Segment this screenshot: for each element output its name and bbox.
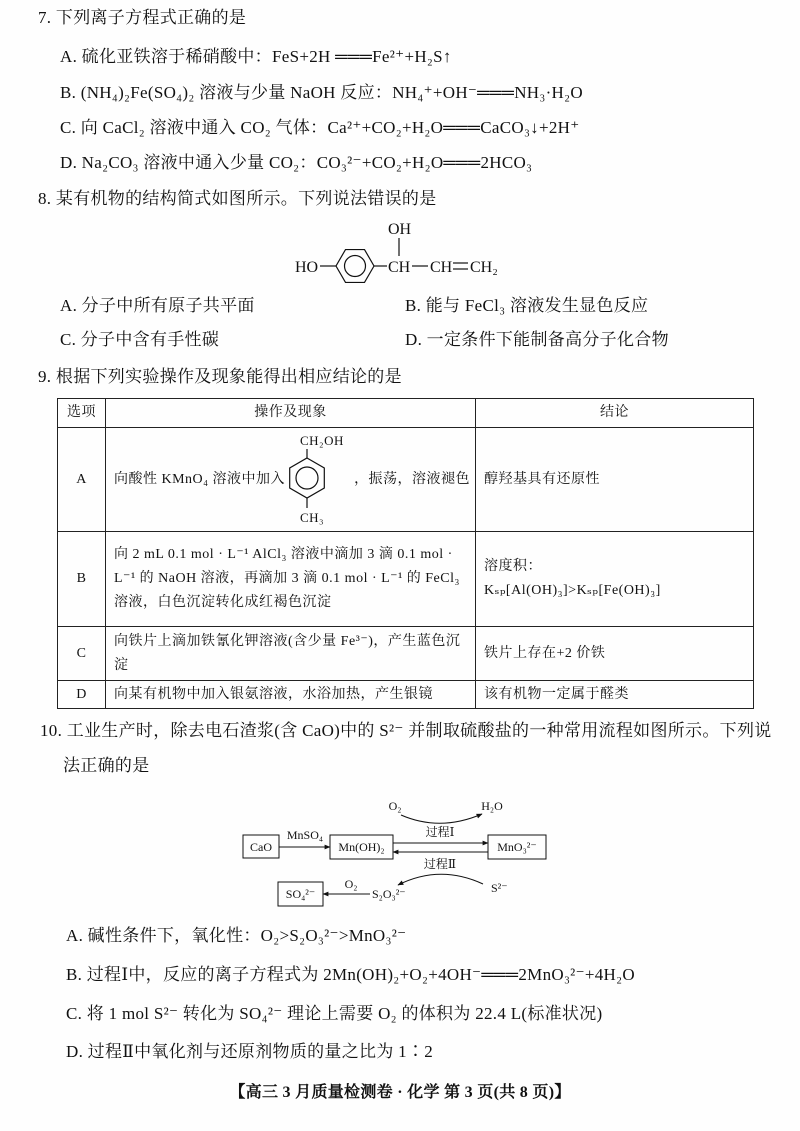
- table-row-c: [58, 627, 754, 681]
- q8-option-b: B. 能与 FeCl₃ 溶液发生显色反应: [405, 296, 649, 315]
- q8-structural-formula: [290, 212, 520, 282]
- o2-bottom-label: O₂: [344, 877, 358, 891]
- table-row-d: [58, 681, 754, 709]
- curved-arrow-o2-to-h2o: [401, 814, 482, 823]
- q9-experiment-table: [57, 398, 754, 709]
- table-row-b: [58, 532, 754, 627]
- table-header-row: [58, 399, 754, 428]
- row-a-option: A: [58, 428, 106, 532]
- q8-ho-label: HO: [295, 259, 319, 276]
- header-operation: 操作及现象: [106, 399, 476, 428]
- q10-flow-diagram: [235, 790, 565, 915]
- o2-top-label: O₂: [388, 799, 402, 813]
- header-option: 选项: [58, 399, 106, 428]
- q8-option-d: D. 一定条件下能制备高分子化合物: [405, 330, 669, 349]
- q10-option-c: C. 将 1 mol S²⁻ 转化为 SO₄²⁻ 理论上需要 O₂ 的体积为 22.4 L(标准状况): [66, 1004, 603, 1023]
- q7-stem: 7. 下列离子方程式正确的是: [38, 8, 247, 27]
- q10-option-d: D. 过程Ⅱ中氧化剂与还原剂物质的量之比为 1∶2: [66, 1042, 434, 1061]
- mnoh2-label: Mn(OH)₂: [338, 840, 385, 854]
- row-d-conclusion: 该有机物一定属于醛类: [476, 681, 754, 709]
- mnso4-label: MnSO₄: [286, 828, 324, 842]
- table-row-a: [58, 428, 754, 532]
- s2-label: S²⁻: [491, 881, 508, 895]
- row-b-conclusion-label: 溶度积：: [484, 559, 542, 574]
- row-d-option: D: [58, 681, 106, 709]
- row-b-conclusion-expression: Kₛₚ[Al(OH)₃]>Kₛₚ[Fe(OH)₃]: [484, 583, 661, 598]
- process-1-label: 过程Ⅰ: [425, 825, 455, 839]
- row-a-operation-after: ，振荡，溶液褪色: [354, 471, 471, 487]
- row-b-operation: 向 2 mL 0.1 mol · L⁻¹ AlCl₃ 溶液中滴加 3 滴 0.1 mol · L⁻¹ 的 NaOH 溶液，再滴加 3 滴 0.1 mol · L⁻¹ 的 FeCl₃ 溶液，白色沉淀转化成红褐色沉淀: [106, 532, 476, 627]
- q8-benzene-ring: [336, 250, 374, 283]
- q10-option-a: A. 碱性条件下，氧化性：O₂>S₂O₃²⁻>MnO₃²⁻: [66, 926, 407, 945]
- row-a-ch3-label: CH₃: [300, 509, 325, 525]
- q7-option-c: C. 向 CaCl₂ 溶液中通入 CO₂ 气体：Ca²⁺+CO₂+H₂O═══CaCO₃↓+2H⁺: [60, 118, 580, 137]
- row-a-conclusion: 醇羟基具有还原性: [476, 428, 754, 532]
- q8-stem: 8. 某有机物的结构简式如图所示。下列说法错误的是: [38, 189, 437, 208]
- q8-option-a: A. 分子中所有原子共平面: [60, 296, 255, 315]
- row-a-benzene-ring: [290, 458, 325, 498]
- q8-ch-second-label: CH: [430, 259, 453, 276]
- row-a-ch2oh-label: CH₂OH: [300, 432, 344, 448]
- s2o3-label: S₂O₃²⁻: [372, 887, 406, 901]
- process-2-label: 过程Ⅱ: [423, 857, 457, 871]
- q8-benzene-circle: [345, 256, 366, 277]
- row-a-structural-formula: [287, 430, 352, 530]
- row-c-conclusion: 铁片上存在+2 价铁: [476, 627, 754, 681]
- cao-label: CaO: [250, 840, 272, 854]
- q7-option-b: B. (NH₄)₂Fe(SO₄)₂ 溶液与少量 NaOH 反应：NH₄⁺+OH⁻═══NH₃·H₂O: [60, 83, 583, 102]
- curved-arrow-s2-to-s2o3: [398, 874, 483, 885]
- row-a-operation-before: 向酸性 KMnO₄ 溶液中加入: [114, 471, 286, 487]
- q10-option-b: B. 过程Ⅰ中，反应的离子方程式为 2Mn(OH)₂+O₂+4OH⁻═══2MnO₃²⁻+4H₂O: [66, 965, 635, 984]
- row-b-option: B: [58, 532, 106, 627]
- q7-option-d: D. Na₂CO₃ 溶液中通入少量 CO₂：CO₃²⁻+CO₂+H₂O═══2HCO₃: [60, 153, 533, 172]
- h2o-label: H₂O: [481, 799, 503, 813]
- q10-stem: 10. 工业生产时，除去电石渣浆(含 CaO)中的 S²⁻ 并制取硫酸盐的一种常用流程如图所示。下列说法正确的是: [40, 721, 772, 775]
- q8-oh-label: OH: [388, 221, 412, 238]
- row-a-benzene-circle: [296, 467, 318, 489]
- page-footer: 【高三 3 月质量检测卷 · 化学 第 3 页(共 8 页)】: [229, 1084, 571, 1101]
- row-d-operation: 向某有机物中加入银氨溶液，水浴加热，产生银镜: [106, 681, 476, 709]
- mno3-label: MnO₃²⁻: [497, 840, 537, 854]
- q7-option-a: A. 硫化亚铁溶于稀硝酸中：FeS+2H ═══Fe²⁺+H₂S↑: [60, 47, 452, 66]
- row-a-operation: [106, 428, 476, 532]
- q8-ch-first-label: CH: [388, 259, 411, 276]
- q9-stem: 9. 根据下列实验操作及现象能得出相应结论的是: [38, 367, 402, 386]
- row-c-option: C: [58, 627, 106, 681]
- q8-ch2-label: CH₂: [470, 259, 498, 276]
- q8-option-c: C. 分子中含有手性碳: [60, 330, 220, 349]
- row-c-operation: 向铁片上滴加铁氰化钾溶液(含少量 Fe³⁻)，产生蓝色沉淀: [106, 627, 476, 681]
- so4-label: SO₄²⁻: [285, 887, 316, 901]
- row-b-conclusion: [476, 532, 754, 627]
- header-conclusion: 结论: [476, 399, 754, 428]
